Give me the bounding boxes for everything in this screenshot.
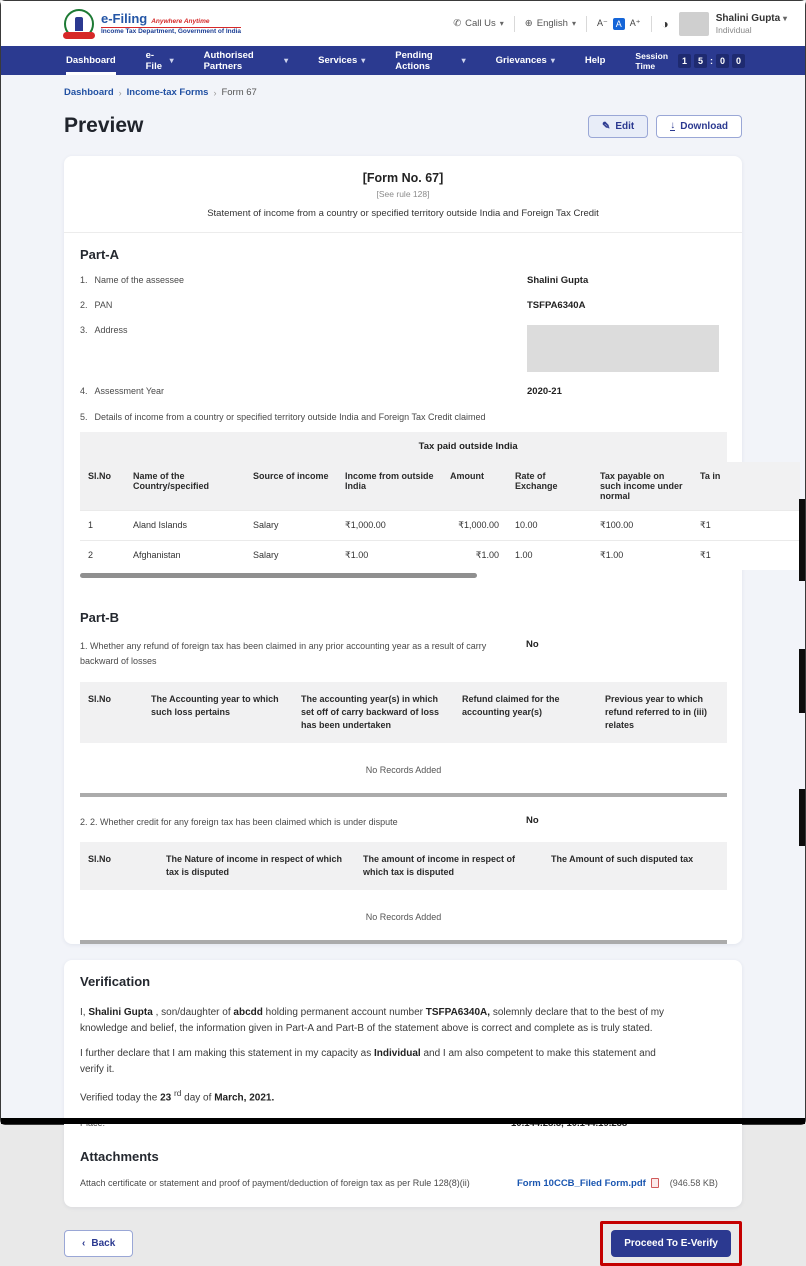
- divider: [586, 16, 587, 32]
- chevron-right-icon: ›: [118, 87, 122, 98]
- brand-org: Income Tax Department, Government of India: [101, 28, 242, 35]
- dispute-table: [80, 842, 727, 944]
- chevron-down-icon: ▾: [550, 56, 555, 65]
- tax-paid-outside-india-group-header: Tax paid outside India: [418, 441, 518, 452]
- verification-declaration: I, Shalini Gupta , son/daughter of abcdd holding permanent account number TSFPA6340A, solemnly declare that to the best of my knowledge and belief, the information given in Part-A and Part-B of the statement above is correct and complete as is truly stated.: [80, 1007, 665, 1034]
- proceed-to-e-verify-button[interactable]: Proceed To E-Verify: [611, 1230, 731, 1257]
- form-preview-card: [64, 156, 742, 944]
- session-timer: Session Time 1 5 : 0 0: [635, 46, 745, 75]
- chevron-down-icon: ▾: [782, 13, 787, 23]
- horizontal-scrollbar[interactable]: [80, 940, 727, 944]
- chevron-down-icon: ▾: [499, 19, 504, 28]
- field-pan: 2. PAN TSFPA6340A: [80, 300, 586, 311]
- screenshot-edge-artifact: [799, 789, 805, 846]
- top-bar: [1, 1, 805, 46]
- language-menu[interactable]: ⊕ English ▾: [524, 18, 576, 29]
- session-digit: 0: [716, 54, 729, 68]
- screenshot-edge-artifact: [799, 649, 805, 713]
- income-tax-emblem-icon: [64, 9, 94, 39]
- breadcrumb: [64, 87, 742, 98]
- field-assessment-year: 4. Assessment Year 2020-21: [80, 386, 562, 397]
- horizontal-scrollbar[interactable]: [80, 793, 727, 797]
- details-of-income-label: 5. Details of income from a country or specified territory outside India and Foreign Tax Credit claimed: [80, 412, 486, 422]
- session-digit: 0: [732, 54, 745, 68]
- user-role: Individual: [715, 24, 752, 35]
- field-address: 3. Address: [64, 318, 742, 379]
- nav-help[interactable]: Help: [584, 55, 606, 66]
- assessment-year-value: 2020-21: [527, 386, 562, 397]
- field-name-of-assessee: 1. Name of the assessee Shalini Gupta: [80, 275, 589, 286]
- attachment-file-link[interactable]: Form 10CCB_Filed Form.pdf: [517, 1177, 646, 1189]
- chevron-right-icon: ›: [213, 87, 217, 98]
- font-decrease-button[interactable]: A⁻: [596, 18, 608, 28]
- attachment-file-size: (946.58 KB): [669, 1178, 718, 1189]
- chevron-left-icon: ‹: [82, 1237, 86, 1249]
- nav-dashboard[interactable]: Dashboard: [66, 46, 116, 75]
- font-increase-button[interactable]: A⁺: [629, 18, 641, 28]
- nav-e-file[interactable]: e-File ▾: [145, 49, 174, 72]
- font-default-button[interactable]: A: [613, 18, 625, 30]
- no-records-message: No Records Added: [80, 890, 727, 940]
- call-us-menu[interactable]: ✆ Call Us ▾: [453, 18, 504, 29]
- main-nav: [1, 46, 805, 75]
- chevron-down-icon: ▾: [284, 56, 289, 65]
- pdf-file-icon: [651, 1178, 659, 1188]
- table-row: 2 Afghanistan Salary ₹1.00 ₹1.00 1.00 ₹1.00 ₹1: [80, 540, 800, 570]
- back-button[interactable]: ‹ Back: [64, 1230, 133, 1257]
- efiling-logo[interactable]: [64, 9, 241, 39]
- page-title: Preview: [64, 114, 144, 137]
- question-credit-under-dispute: 2. 2. Whether credit for any foreign tax has been claimed which is under dispute No: [80, 814, 539, 827]
- globe-icon: ⊕: [524, 18, 533, 29]
- screenshot-bottom-bar: [1, 1118, 805, 1124]
- breadcrumb-dashboard[interactable]: Dashboard: [64, 87, 114, 98]
- edit-button[interactable]: ✎ Edit: [588, 115, 648, 138]
- answer-value: No: [526, 814, 539, 826]
- chevron-down-icon: ▾: [361, 56, 366, 65]
- chevron-down-icon: ▾: [571, 19, 576, 28]
- verification-heading: Verification: [80, 974, 151, 990]
- nav-pending-actions[interactable]: Pending Actions ▾: [395, 49, 466, 72]
- part-b-heading: Part-B: [80, 610, 120, 625]
- chevron-down-icon: ▾: [169, 56, 174, 65]
- phone-icon: ✆: [453, 18, 462, 29]
- screenshot-edge-artifact: [799, 499, 805, 581]
- download-icon: ↓: [670, 120, 676, 131]
- click-target-annotation: [600, 1221, 742, 1266]
- verification-date: Verified today the 23 $^{rd}$ day of March, 2021.: [80, 1088, 275, 1104]
- assessee-name-value: Shalini Gupta: [527, 275, 589, 286]
- foreign-income-table: [80, 432, 727, 570]
- contrast-toggle-icon[interactable]: ◑: [661, 16, 669, 31]
- table-header-row: Sl.No The Nature of income in respect of which tax is disputed The amount of income in respect of which tax is disputed The Amount of such disputed tax: [80, 842, 727, 890]
- attachment-item: Attach certificate or statement and proof of payment/deduction of foreign tax as per Rule 128(8)(ii) Form 10CCB_Filed Form.pdf (946.58 KB): [80, 1177, 718, 1189]
- verification-capacity: I further declare that I am making this statement in my capacity as Individual and I am also competent to make this statement and verify it.: [80, 1048, 656, 1075]
- avatar: [679, 12, 709, 36]
- divider: [514, 16, 515, 32]
- download-button[interactable]: ↓ Download: [656, 115, 742, 138]
- table-header-row: Sl.No The Accounting year to which such loss pertains The accounting year(s) in which set off of carry backward of loss has been undertaken Refund claimed for the accounting year(s) Previous year to which refund referred to in (iii) relates: [80, 682, 727, 743]
- attachments-heading: Attachments: [80, 1148, 159, 1164]
- table-header-row: Sl.No Name of the Country/specified Source of income Income from outside India Amount Rate of Exchange Tax payable on such income under normal Ta in: [80, 462, 800, 510]
- form-title: [Form No. 67]: [362, 171, 444, 185]
- user-name: Shalini Gupta: [715, 12, 781, 24]
- chevron-down-icon: ▾: [461, 56, 466, 65]
- answer-value: No: [526, 639, 539, 650]
- verification-card: [64, 960, 742, 1207]
- brand-name: e-Filing: [101, 10, 148, 26]
- address-redacted-box: [527, 325, 719, 372]
- divider: [651, 16, 652, 32]
- session-digit: 1: [678, 54, 691, 68]
- user-menu[interactable]: [679, 12, 787, 36]
- table-row: 1 Aland Islands Salary ₹1,000.00 ₹1,000.00 10.00 ₹100.00 ₹1: [80, 510, 800, 540]
- form-rule: [See rule 128]: [376, 189, 430, 199]
- part-a-heading: Part-A: [80, 247, 120, 262]
- nav-services[interactable]: Services ▾: [318, 55, 366, 66]
- session-digit: 5: [694, 54, 707, 68]
- brand-tagline: Anywhere Anytime: [151, 17, 210, 25]
- breadcrumb-income-tax-forms[interactable]: Income-tax Forms: [126, 87, 209, 98]
- breadcrumb-current: Form 67: [221, 87, 257, 98]
- nav-authorised-partners[interactable]: Authorised Partners ▾: [203, 49, 289, 72]
- nav-grievances[interactable]: Grievances ▾: [495, 55, 555, 66]
- no-records-message: No Records Added: [80, 743, 727, 793]
- form-description: Statement of income from a country or specified territory outside India and Foreign Tax Credit: [207, 208, 599, 219]
- refund-table: [80, 682, 727, 797]
- pan-value: TSFPA6340A: [527, 300, 586, 311]
- pencil-icon: ✎: [601, 120, 611, 132]
- horizontal-scrollbar[interactable]: [80, 573, 477, 578]
- question-refund-carry-backward: 1. Whether any refund of foreign tax has been claimed in any prior accounting year as a result of carry backward of losses No: [80, 639, 539, 667]
